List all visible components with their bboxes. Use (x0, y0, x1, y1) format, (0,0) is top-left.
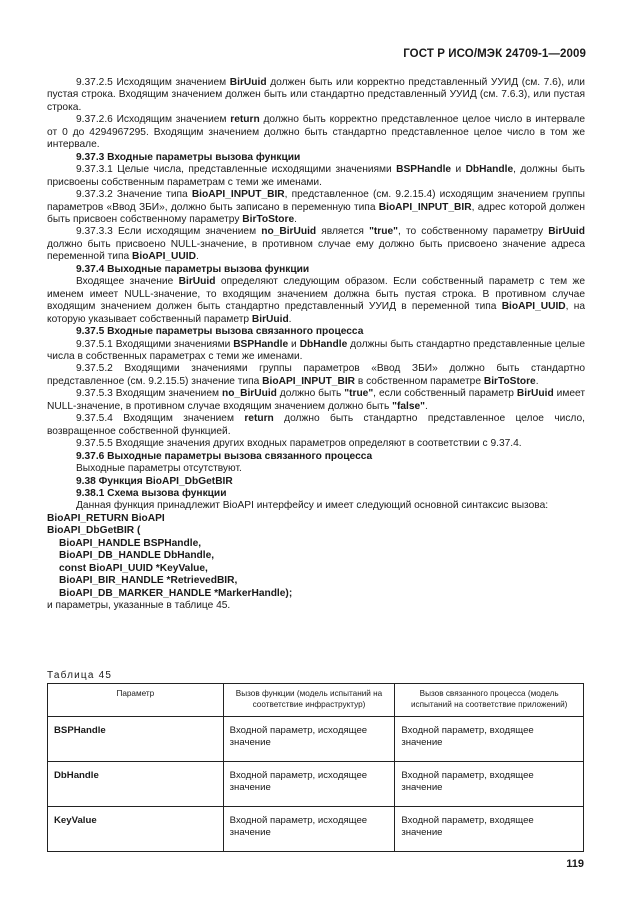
bold-text-run: 9.37.3 Входные параметры вызова функции (76, 151, 301, 163)
table-cell: Входной параметр, входящее значение (395, 807, 584, 852)
paragraph (47, 276, 585, 326)
table-cell: Входной параметр, исходящее значение (223, 717, 395, 762)
bold-text-run: BSPHandle (396, 164, 452, 176)
bold-text-run: BirUuid (548, 226, 585, 238)
text-run: , представленное (см. 9.2.15.4) исходящим значением группы параметров «Ввод ЗБИ», должно быть записано в переменную типа (47, 189, 585, 213)
text-run: , на которую указывает собственный параметр (47, 301, 586, 325)
text-run: должны быть стандартно представленные целые числа в собственных параметрах с теми же именами. (47, 338, 585, 362)
text-run: и (288, 338, 300, 350)
code-line: BioAPI_DbGetBIR ( (47, 525, 141, 537)
text-run: . (294, 213, 298, 225)
text-run: 9.37.3.3 Если исходящим значением (76, 226, 262, 238)
text-run: должно быть (276, 388, 345, 400)
text-run: и (451, 164, 466, 176)
bold-text-run: BSPHandle (233, 338, 289, 350)
text-run: Данная функция принадлежит BioAPI интерфейсу и имеет следующий основной синтаксис вызова: (76, 500, 549, 512)
bold-text-run: BioAPI_INPUT_BIR (378, 201, 472, 213)
text-run: 9.37.5.2 Входящими значениями группы параметров «Ввод ЗБИ» должно быть стандартно представленное (см. 9.2.15.5) значение типа (47, 363, 585, 387)
paragraph (47, 264, 585, 276)
text-run: . (535, 375, 539, 387)
bold-text-run: BirUuid (178, 276, 216, 288)
paragraph (47, 413, 585, 438)
paragraph (47, 438, 585, 450)
bold-text-run: "false" (392, 400, 426, 412)
bold-text-run: BioAPI_INPUT_BIR (191, 189, 285, 201)
text-run: , если собственный параметр (373, 388, 517, 400)
document-header: ГОСТ Р ИСО/МЭК 24709-1—2009 (403, 48, 586, 60)
text-run: должно быть стандартно представленное целое число, возвращенное собственной функцией. (47, 413, 585, 437)
table-caption: Таблица 45 (47, 670, 113, 681)
text-run: определяют следующим образом. Если собственный параметр с тем же именем имеет NULL-значение, то входящим значением должна быть пустая строка. В противном случае входящим значением должен быть стандартно представленный УУИД в переменной типа (47, 276, 585, 313)
bold-text-run: 9.37.4 Выходные параметры вызова функции (76, 263, 310, 275)
bold-text-run: BirUuid (516, 388, 554, 400)
bold-text-run: BioAPI_UUID (501, 301, 566, 313)
table-cell: Входной параметр, исходящее значение (223, 762, 395, 807)
text-run: должен быть или корректно представленный УУИД (см. 7.6), или пустая строка. Входящим значением должен быть или стандартно представленный УУИД (см. 7.6.3), или пустая строка. (47, 77, 585, 113)
bold-text-run: BirToStore (483, 375, 536, 387)
code-block (47, 513, 585, 600)
text-run: 9.37.3.1 Целые числа, представленные исходящими значениями (76, 164, 397, 176)
paragraph (47, 339, 585, 364)
code-line: BioAPI_RETURN BioAPI (47, 512, 165, 524)
table-cell-parameter: BSPHandle (48, 717, 224, 762)
text-run: , то собственному параметру (397, 226, 549, 238)
table-row (48, 717, 584, 762)
table-cell-parameter: KeyValue (48, 807, 224, 852)
bold-text-run: BioAPI_UUID (132, 251, 196, 263)
text-run: , адрес которой должен быть присвоен собственному параметру (47, 201, 585, 225)
bold-text-run: return (244, 413, 274, 425)
paragraph (47, 114, 585, 151)
bold-text-run: no_BirUuid (221, 388, 277, 400)
table-cell: Входной параметр, входящее значение (395, 762, 584, 807)
table-row (48, 807, 584, 852)
paragraph (47, 363, 585, 388)
text-run: . (195, 251, 199, 263)
paragraph (47, 77, 585, 114)
bold-text-run: BioAPI_INPUT_BIR (262, 375, 356, 387)
code-line: BioAPI_HANDLE BSPHandle, (59, 537, 202, 549)
paragraph (47, 451, 585, 463)
paragraph (47, 476, 585, 488)
paragraph (47, 189, 585, 226)
bold-text-run: BirUuid (229, 77, 267, 88)
bold-text-run: DbHandle (299, 338, 348, 350)
table-cell: Входной параметр, исходящее значение (223, 807, 395, 852)
text-run: Входящее значение (76, 276, 179, 288)
bold-text-run: BirUuid (251, 313, 289, 325)
table-cell-parameter: DbHandle (48, 762, 224, 807)
table-header-row (48, 684, 584, 717)
paragraph (47, 388, 585, 413)
code-line: BioAPI_BIR_HANDLE *RetrievedBIR, (59, 575, 238, 587)
after-code-text: и параметры, указанные в таблице 45. (47, 600, 231, 612)
paragraph (47, 152, 585, 164)
paragraph (47, 326, 585, 338)
text-run: . (425, 400, 428, 412)
text-run: 9.37.5.1 Входящими значениями (76, 338, 234, 350)
text-run: в собственном параметре (355, 375, 484, 387)
text-run: 9.37.5.4 Входящим значением (76, 413, 245, 425)
paragraph (47, 164, 585, 189)
paragraph (47, 488, 585, 500)
text-run: , должны быть присвоены собственным параметрам с теми же именами. (47, 164, 585, 188)
bold-text-run: no_BirUuid (261, 226, 317, 238)
code-line: BioAPI_DB_MARKER_HANDLE *MarkerHandle); (59, 587, 293, 599)
table-header-cell: Вызов связанного процесса (модель испытаний на соответствие приложений) (395, 684, 584, 717)
bold-text-run: BirToStore (242, 213, 295, 225)
text-run: 9.37.2.5 Исходящим значением (76, 77, 230, 88)
text-run: должно быть корректно представленное целое число в интервале от 0 до 4294967295. Входящим значением должно быть стандартно представленное целое число в том же интервале. (47, 114, 585, 151)
text-run: имеет NULL-значение, в противном случае входящим значением должно быть (47, 388, 585, 412)
paragraph (47, 226, 585, 263)
text-run: . (288, 313, 292, 325)
text-run: является (316, 226, 370, 238)
bold-text-run: 9.37.5 Входные параметры вызова связанного процесса (76, 326, 364, 338)
bold-text-run: DbHandle (465, 164, 514, 176)
table-header-cell: Параметр (48, 684, 224, 717)
table-header-cell: Вызов функции (модель испытаний на соответствие инфраструктур) (223, 684, 395, 717)
code-line: BioAPI_DB_HANDLE DbHandle, (59, 550, 215, 562)
bold-text-run: "true" (344, 388, 374, 400)
bold-text-run: "true" (369, 226, 398, 238)
text-run: 9.37.5.3 Входящим значением (76, 388, 222, 400)
text-run: 9.37.3.2 Значение типа (76, 189, 192, 201)
parameters-table (47, 683, 584, 852)
paragraph (47, 500, 585, 512)
table-cell: Входной параметр, входящее значение (395, 717, 584, 762)
bold-text-run: 9.38 Функция BioAPI_DbGetBIR (76, 475, 233, 487)
bold-text-run: 9.37.6 Выходные параметры вызова связанного процесса (76, 450, 373, 462)
body-text (47, 77, 585, 612)
text-run: 9.37.5.5 Входящие значения других входных параметров определяют в соответствии с 9.37.4. (76, 438, 522, 450)
text-run: Выходные параметры отсутствуют. (76, 463, 242, 475)
bold-text-run: return (230, 114, 260, 126)
code-line: const BioAPI_UUID *KeyValue, (59, 562, 208, 574)
text-run: 9.37.2.6 Исходящим значением (76, 114, 231, 126)
text-run: должно быть присвоено NULL-значение, в противном случае ему должно быть присвоено значение адреса переменной типа (47, 238, 585, 263)
paragraphs (47, 77, 585, 513)
paragraph (47, 463, 585, 475)
page-number: 119 (566, 858, 584, 870)
table-row (48, 762, 584, 807)
bold-text-run: 9.38.1 Схема вызова функции (76, 487, 227, 499)
